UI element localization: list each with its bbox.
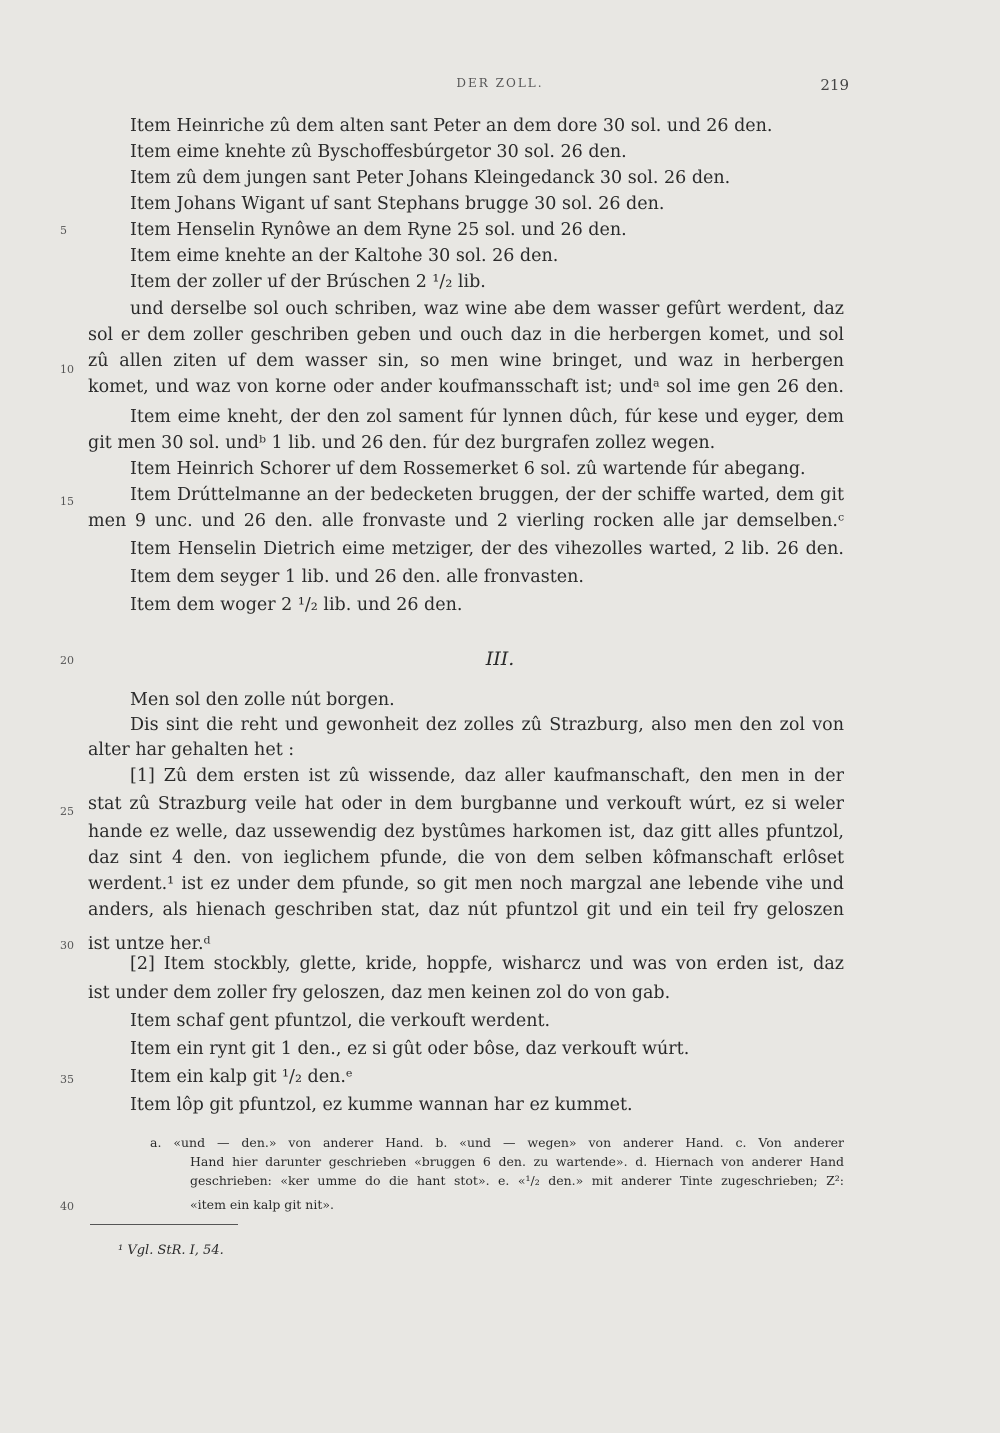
footnote-divider: [90, 1224, 238, 1225]
footnote-line: a. «und — den.» von anderer Hand. b. «und — wegen» von anderer Hand. c. Von anderer: [150, 1135, 844, 1150]
text-line: Item Henselin Rynôwe an dem Ryne 25 sol. und 26 den.: [130, 220, 627, 240]
section-heading: III.: [485, 648, 515, 670]
running-header: DER ZOLL.: [456, 76, 544, 90]
text-line: Item ein kalp git ¹/₂ den.ᵉ: [130, 1067, 353, 1087]
footnote-line: geschrieben: «ker umme do die hant stot». e. «¹/₂ den.» mit anderer Tinte zugeschrieben; Z²:: [190, 1173, 844, 1188]
text-line: Item dem seyger 1 lib. und 26 den. alle fronvasten.: [130, 567, 584, 587]
line-number: 10: [60, 363, 74, 376]
text-line: sol er dem zoller geschriben geben und ouch daz in die herbergen komet, und sol: [88, 325, 844, 345]
text-line: Item ein rynt git 1 den., ez si gût oder bôse, daz verkouft wúrt.: [130, 1039, 690, 1059]
text-line: Item eime knehte an der Kaltohe 30 sol. 26 den.: [130, 246, 559, 266]
text-line: Men sol den zolle nút borgen.: [130, 690, 395, 710]
line-number: 25: [60, 805, 74, 818]
text-line: Dis sint die reht und gewonheit dez zolles zû Strazburg, also men den zol von: [130, 715, 844, 735]
page-number: 219: [820, 76, 849, 94]
text-line: Item Johans Wigant uf sant Stephans brugge 30 sol. 26 den.: [130, 194, 665, 214]
line-number: 40: [60, 1200, 74, 1213]
text-line: und derselbe sol ouch schriben, waz wine abe dem wasser gefûrt werdent, daz: [130, 299, 844, 319]
text-line: Item lôp git pfuntzol, ez kumme wannan har ez kummet.: [130, 1095, 633, 1115]
text-line: stat zû Strazburg veile hat oder in dem burgbanne und verkouft wúrt, ez si weler: [88, 794, 844, 814]
line-number: 35: [60, 1073, 74, 1086]
text-line: Item Henselin Dietrich eime metziger, der des vihezolles warted, 2 lib. 26 den.: [130, 539, 844, 559]
text-line: daz sint 4 den. von ieglichem pfunde, die von dem selben kôfmanschaft erlôset: [88, 848, 844, 868]
line-number: 30: [60, 939, 74, 952]
text-line: Item dem woger 2 ¹/₂ lib. und 26 den.: [130, 595, 463, 615]
text-line: men 9 unc. und 26 den. alle fronvaste und 2 vierling rocken alle jar demselben.ᶜ: [88, 511, 844, 531]
line-number: 15: [60, 495, 74, 508]
text-line: zû allen ziten uf dem wasser sin, so men wine bringet, und waz in herbergen: [88, 351, 844, 371]
text-line: Item Heinriche zû dem alten sant Peter an dem dore 30 sol. und 26 den.: [130, 116, 773, 136]
text-line: Item zû dem jungen sant Peter Johans Kleingedanck 30 sol. 26 den.: [130, 168, 731, 188]
text-line: Item schaf gent pfuntzol, die verkouft werdent.: [130, 1011, 551, 1031]
footnote-line: «item ein kalp git nit».: [190, 1197, 335, 1212]
text-line: komet, und waz von korne oder ander koufmansschaft ist; undᵃ sol ime gen 26 den.: [88, 377, 844, 397]
text-line: ist under dem zoller fry geloszen, daz men keinen zol do von gab.: [88, 983, 671, 1003]
line-number: 5: [60, 224, 67, 237]
footnote-line: Hand hier darunter geschrieben «bruggen 6 den. zu wartende». d. Hiernach von anderer Hand: [190, 1154, 844, 1169]
text-line: [2] Item stockbly, glette, kride, hoppfe, wisharcz und was von erden ist, daz: [130, 954, 844, 974]
bottom-footnote: ¹ Vgl. StR. I, 54.: [118, 1243, 224, 1258]
text-line: werdent.¹ ist ez under dem pfunde, so git men noch margzal ane lebende vihe und: [88, 874, 844, 894]
text-line: alter har gehalten het :: [88, 740, 295, 760]
text-line: Item eime knehte zû Byschoffesbúrgetor 30 sol. 26 den.: [130, 142, 627, 162]
text-line: anders, als hienach geschriben stat, daz nút pfuntzol git und ein teil fry geloszen: [88, 900, 844, 920]
text-line: Item Drúttelmanne an der bedecketen bruggen, der der schiffe warted, dem git: [130, 485, 844, 505]
text-line: hande ez welle, daz ussewendig dez bystûmes harkomen ist, daz gitt alles pfuntzol,: [88, 822, 844, 842]
text-line: Item der zoller uf der Brúschen 2 ¹/₂ lib.: [130, 272, 486, 292]
text-line: Item Heinrich Schorer uf dem Rossemerket 6 sol. zû wartende fúr abegang.: [130, 459, 806, 479]
text-line: Item eime kneht, der den zol sament fúr lynnen dûch, fúr kese und eyger, dem: [130, 407, 844, 427]
text-line: ist untze her.ᵈ: [88, 934, 211, 954]
line-number: 20: [60, 654, 74, 667]
text-line: git men 30 sol. undᵇ 1 lib. und 26 den. fúr dez burgrafen zollez wegen.: [88, 433, 716, 453]
text-line: [1] Zû dem ersten ist zû wissende, daz aller kaufmanschaft, den men in der: [130, 766, 844, 786]
